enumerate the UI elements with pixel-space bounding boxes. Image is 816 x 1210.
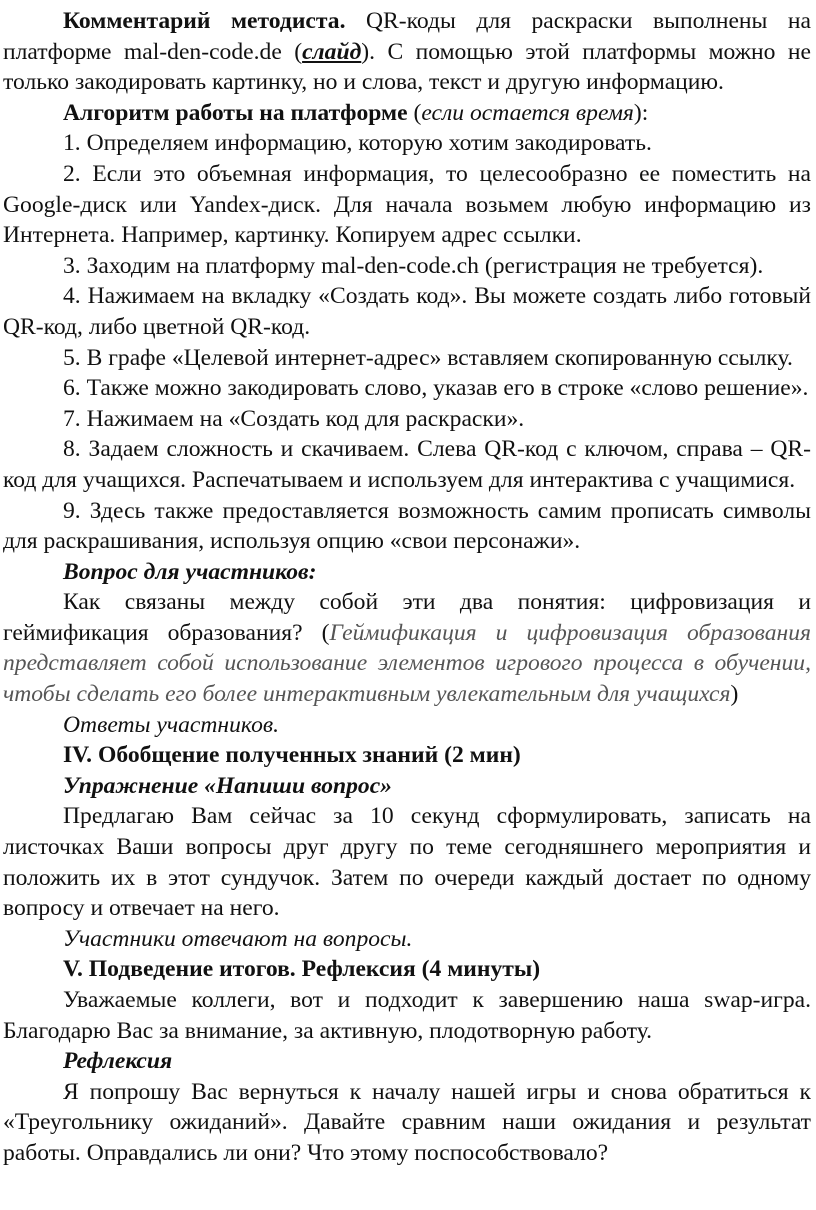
- question-close: ): [730, 681, 739, 708]
- participants-note-text: Участники отвечают на вопросы.: [63, 925, 413, 952]
- section-4-title: IV. Обобщение полученных знаний (2 мин): [63, 742, 521, 769]
- algorithm-heading: [3, 98, 811, 129]
- participants-note: [3, 924, 811, 955]
- algorithm-step-6: 6. Также можно закодировать слово, указав его в строке «слово решение».: [63, 375, 809, 402]
- exercise-heading: Упражнение «Напиши вопрос»: [63, 772, 392, 799]
- algorithm-step-3: 3. Заходим на платформу mal-den-code.ch (регистрация не требуется).: [63, 252, 764, 279]
- algorithm-step-8: 8. Задаем сложность и скачиваем. Слева QR-код с ключом, справа – QR-код для учащихся. Распечатываем и используем для интерактива с учащимися.: [3, 436, 811, 493]
- answers-note-text: Ответы участников.: [63, 711, 280, 738]
- summary-text: Уважаемые коллеги, вот и подходит к завершению наша swap-игра. Благодарю Вас за внимание, за активную, плодотворную работу.: [3, 987, 811, 1044]
- algorithm-step-9: 9. Здесь также предоставляется возможность самим прописать символы для раскрашивания, используя опцию «свои персонажи».: [3, 497, 811, 555]
- reflection-text: Я попрошу Вас вернуться к началу нашей игры и снова обратиться к «Треугольнику ожиданий». Давайте сравним наши ожидания и результат работы. Оправдались ли они? Что этому поспособствовало?: [3, 1078, 811, 1166]
- section-5-title: V. Подведение итогов. Рефлексия (4 минуты): [63, 956, 541, 983]
- algorithm-paren-open: (: [407, 99, 422, 126]
- question-heading: Вопрос для участников:: [63, 558, 317, 585]
- question-answer: Геймификация и цифровизация образования представляет собой использование элементов игрового процесса в обучении, чтобы сделать его более интерактивным увлекательным для учащихся: [3, 619, 811, 708]
- algorithm-step-1: 1. Определяем информацию, которую хотим закодировать.: [63, 130, 652, 157]
- exercise-text: Предлагаю Вам сейчас за 10 секунд сформулировать, записать на листочках Ваши вопросы друг другу по теме сегодняшнего мероприятия и положить их в этот сундучок. Затем по очереди каждый достает по одному вопросу и отвечает на него.: [3, 803, 811, 922]
- algorithm-step-4: 4. Нажимаем на вкладку «Создать код». Вы можете создать либо готовый QR-код, либо цветной QR-код.: [3, 283, 811, 340]
- section-5-heading: [3, 954, 811, 985]
- algorithm-step-2: 2. Если это объемная информация, то целесообразно ее поместить на Google-диск или Yandex-диск. Для начала возьмем любую информацию из Интернета. Например, картинку. Копируем адрес ссылки.: [3, 160, 811, 249]
- answers-note: [3, 710, 811, 741]
- algorithm-title: Алгоритм работы на платформе: [63, 99, 408, 126]
- methodist-comment-title: Комментарий методиста.: [63, 8, 346, 34]
- section-4-heading: [3, 740, 811, 771]
- reflection-heading: Рефлексия: [63, 1048, 173, 1075]
- question-text: Как связаны между собой эти два понятия: цифровизация и геймификация образования? (: [3, 589, 811, 646]
- methodist-comment-text: QR-коды для раскраски выполнены на платформе mal-den-code.de (: [3, 8, 811, 65]
- algorithm-paren-close: ):: [633, 99, 649, 126]
- methodist-comment-paragraph: [3, 6, 811, 98]
- methodist-comment-text-end: ). С помощью этой платформы можно не только закодировать картинку, но и слова, текст и другую информацию.: [3, 38, 811, 96]
- algorithm-step-5: 5. В графе «Целевой интернет-адрес» вставляем скопированную ссылку.: [63, 344, 793, 371]
- slide-reference: слайд: [302, 38, 362, 65]
- algorithm-note: если остается время: [421, 99, 634, 126]
- algorithm-step-7: 7. Нажимаем на «Создать код для раскраски».: [63, 405, 525, 432]
- question-paragraph: [3, 587, 811, 709]
